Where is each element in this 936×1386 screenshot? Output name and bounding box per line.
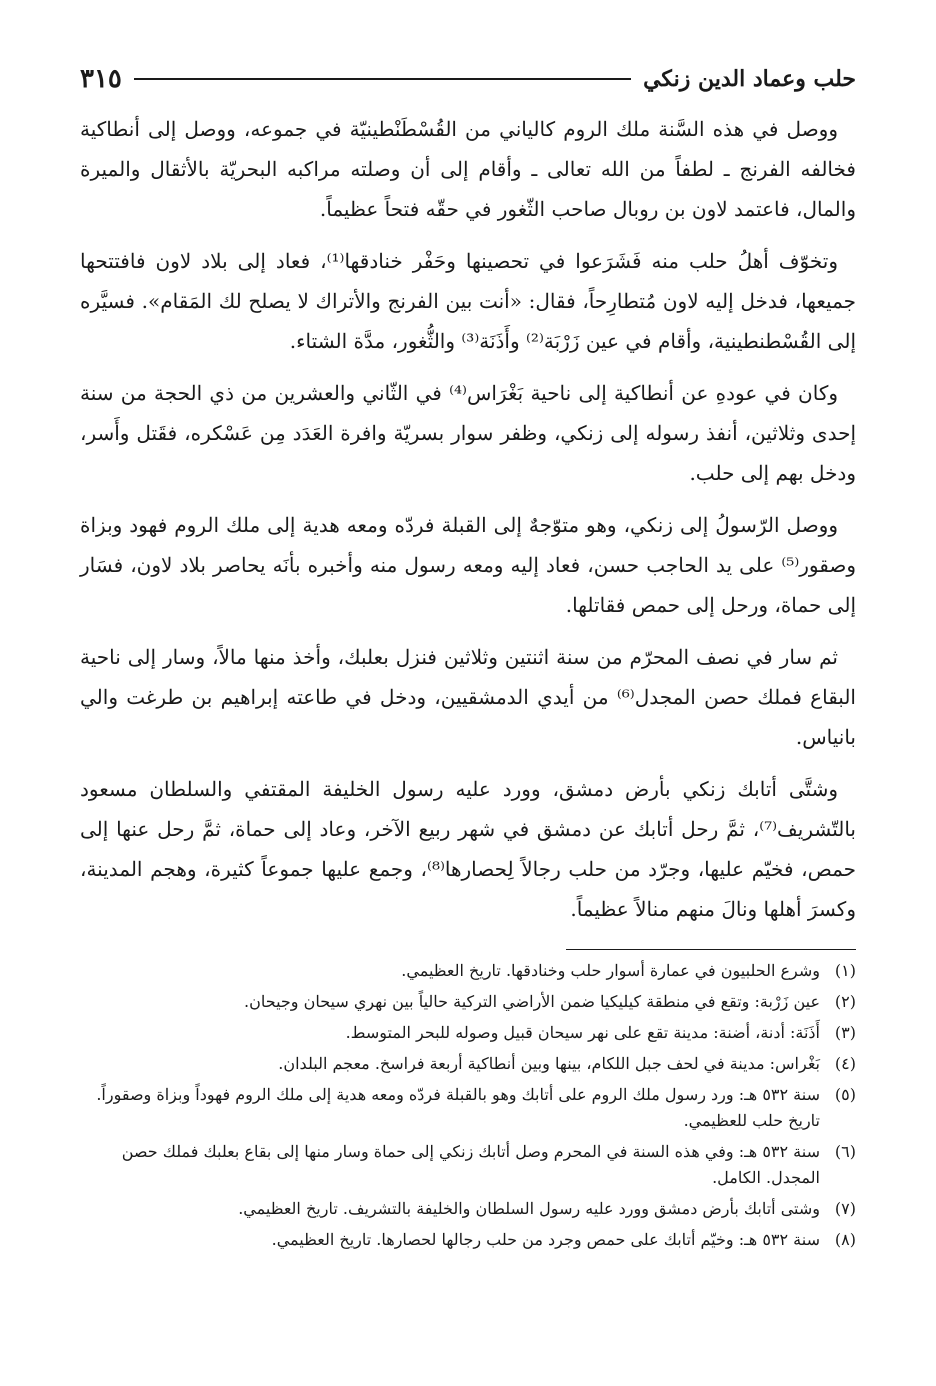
footnote	[80, 1227, 856, 1253]
footnote	[80, 989, 856, 1015]
body-text	[80, 109, 856, 929]
running-header	[80, 55, 856, 103]
paragraph: ووصل في هذه السَّنة ملك الروم كالياني من القُسْطَنْطينيّة في جموعه، ووصل إلى أنطاكية فخالفه الفرنج ـ لطفاً من الله تعالى ـ وأقام إلى أن وصلته مراكبه البحريّة بالأثقال والميرة والمال، فاعتمد لاون بن روبال صاحب الثّغور في حقّه فتحاً عظيماً.	[80, 117, 856, 221]
footnote-text: سنة ٥٣٢ هـ: ورد رسول ملك الروم على أتابك وهو بالقبلة فردّه ومعه هدية إلى ملك الروم فهوداً وبزاة وصقوراً. تاريخ حلب للعظيمي.	[96, 1085, 820, 1130]
footnote	[80, 1020, 856, 1046]
page-number: ٣١٥	[80, 64, 122, 94]
footnote	[80, 1051, 856, 1077]
footnote-text: بَغْراس: مدينة في لحف جبل اللكام، بينها وبين أنطاكية أربعة فراسخ. معجم البلدان.	[278, 1054, 820, 1073]
footnote-number: (٨)	[834, 1230, 856, 1249]
paragraph: ووصل الرّسولُ إلى زنكي، وهو متوّجهٌ إلى القبلة فردّه ومعه هدية إلى ملك الروم فهود وبزاة وصقور⁽⁵⁾ على يد الحاجب حسن، فعاد إليه ومعه رسول منه وأخبره بأنَه يحاصر بلاد لاون، فسَار إلى حماة، ورحل إلى حمص فقاتلها.	[80, 513, 856, 617]
running-title: حلب وعماد الدين زنكي	[643, 66, 856, 92]
footnote-number: (٣)	[834, 1023, 856, 1042]
footnote-text: عين زَرْبة: وتقع في منطقة كيليكيا ضمن الأراضي التركية حالياً بين نهري سيحان وجيحان.	[244, 992, 820, 1011]
footnote-separator	[566, 949, 856, 950]
header-rule	[134, 78, 631, 80]
paragraph: ثم سار في نصف المحرّم من سنة اثنتين وثلاثين فنزل بعلبك، وأخذ منها مالاً، وسار إلى ناحية البقاع فملك حصن المجدل⁽⁶⁾ من أيدي الدمشقيين، ودخل في طاعته إبراهيم بن طرغت والي بانياس.	[80, 645, 856, 749]
paragraph: وكان في عودهِ عن أنطاكية إلى ناحية بَغْرَاس⁽⁴⁾ في الثّاني والعشرين من ذي الحجة من سنة إحدى وثلاثين، أنفذ رسوله إلى زنكي، وظفر سوار بسريّة وافرة العَدَد مِن عَسْكره، فقَتل وأَسر، ودخل بهم إلى حلب.	[80, 381, 856, 485]
book-page	[80, 55, 856, 1365]
footnote-number: (٢)	[834, 992, 856, 1011]
footnote-number: (٥)	[834, 1085, 856, 1104]
paragraph: وتخوّف أهلُ حلب منه فَشَرَعوا في تحصينها وحَفْر خنادقها⁽¹⁾، فعاد إلى بلاد لاون فافتتحها جميعها، فدخل إليه لاون مُتطارِحاً، فقال: «أنت بين الفرنج والأتراك لا يصلح لك المَقام». فسيَّره إلى القُسْطنطينية، وأقام في عين زَرْبَة⁽²⁾ وأَذَنَة⁽³⁾ والثُّغور، مدَّة الشتاء.	[80, 249, 856, 353]
footnote-text: أَذَنَة: أدنة، أضنة: مدينة تقع على نهر سيحان قبيل وصوله للبحر المتوسط.	[345, 1023, 820, 1042]
footnote-text: وشرع الحلبيون في عمارة أسوار حلب وخنادقها. تاريخ العظيمي.	[401, 961, 820, 980]
footnote-number: (٧)	[834, 1199, 856, 1218]
footnote-number: (٤)	[834, 1054, 856, 1073]
footnotes	[80, 958, 856, 1253]
footnote-number: (١)	[834, 961, 856, 980]
footnote	[80, 1082, 856, 1134]
footnote	[80, 1196, 856, 1222]
footnote	[80, 958, 856, 984]
paragraph: وشتَّى أتابك زنكي بأرض دمشق، وورد عليه رسول الخليفة المقتفي والسلطان مسعود بالتّشريف⁽⁷⁾، ثمَّ رحل أتابك عن دمشق في شهر ربيع الآخر، وعاد إلى حماة، ثمَّ رحل عنها إلى حمص، فخيّم عليها، وجرّد من حلب رجالاً لِحصارها⁽⁸⁾، وجمع عليها جموعاً كثيرة، وهجم المدينة، وكسرَ أهلها ونالَ منهم منالاً عظيماً.	[80, 777, 856, 921]
footnote-text: سنة ٥٣٢ هـ: وخيّم أتابك على حمص وجرد من حلب رجالها لحصارها. تاريخ العظيمي.	[271, 1230, 820, 1249]
footnote	[80, 1139, 856, 1191]
footnote-text: وشتى أتابك بأرض دمشق وورد عليه رسول السلطان والخليفة بالتشريف. تاريخ العظيمي.	[238, 1199, 820, 1218]
footnote-text: سنة ٥٣٢ هـ: وفي هذه السنة في المحرم وصل أتابك زنكي إلى حماة وسار منها إلى بقاع بعلبك فملك حصن المجدل. الكامل.	[121, 1142, 820, 1187]
footnote-number: (٦)	[834, 1142, 856, 1161]
